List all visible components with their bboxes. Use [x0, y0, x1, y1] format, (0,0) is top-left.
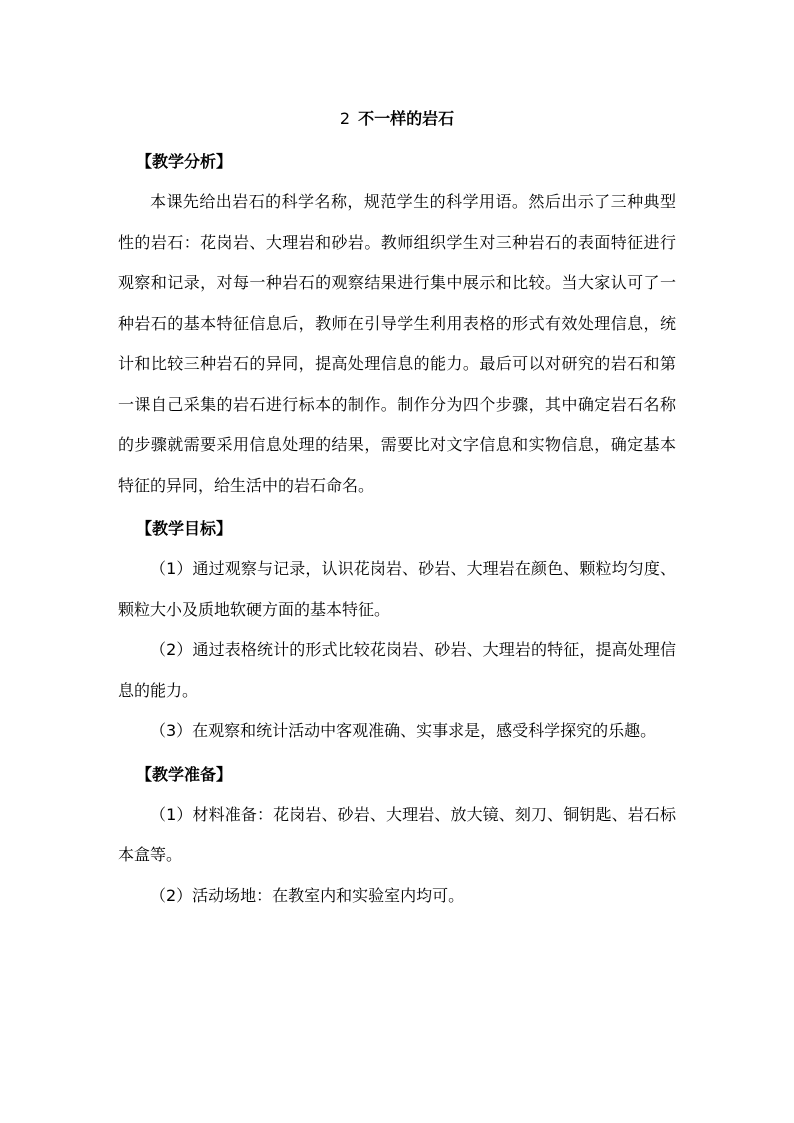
section-analysis: [118, 142, 676, 506]
objective-item-2: （2）通过表格统计的形式比较花岗岩、砂岩、大理岩的特征，提高处理信息的能力。: [118, 640, 676, 700]
analysis-paragraph: 本课先给出岩石的科学名称，规范学生的科学用语。然后出示了三种典型性的岩石：花岗岩、大理岩和砂岩。教师组织学生对三种岩石的表面特征进行观察和记录，对每一种岩石的观察结果进行集中展示和比较。当大家认可了一种岩石的基本特征信息后，教师在引导学生利用表格的形式有效处理信息，统计和比较三种岩石的异同，提高处理信息的能力。最后可以对研究的岩石和第一课自己采集的岩石进行标本的制作。制作分为四个步骤，其中确定岩石名称的步骤就需要采用信息处理的结果，需要比对文字信息和实物信息，确定基本特征的异同，给生活中的岩石命名。: [118, 192, 676, 495]
section-objectives: [118, 509, 676, 752]
objective-item-3: （3）在观察和统计活动中客观准确、实事求是，感受科学探究的乐趣。: [150, 721, 657, 740]
preparation-item-1: （1）材料准备：花岗岩、砂岩、大理岩、放大镜、刻刀、铜钥匙、岩石标本盒等。: [118, 804, 676, 864]
section-heading-analysis: 【教学分析】: [136, 152, 233, 171]
preparation-item-2: （2）活动场地：在教室内和实验室内均可。: [150, 885, 465, 905]
section-heading-preparation: 【教学准备】: [136, 764, 233, 784]
title-text: 不一样的岩石: [358, 109, 455, 128]
section-heading-objectives: 【教学目标】: [136, 519, 233, 538]
page-title: [118, 108, 676, 130]
title-number: 2: [339, 109, 351, 128]
objective-item-1: （1）通过观察与记录，认识花岗岩、砂岩、大理岩在颜色、颗粒均匀度、颗粒大小及质地软硬方面的基本特征。: [118, 559, 676, 619]
section-preparation: [118, 755, 676, 917]
